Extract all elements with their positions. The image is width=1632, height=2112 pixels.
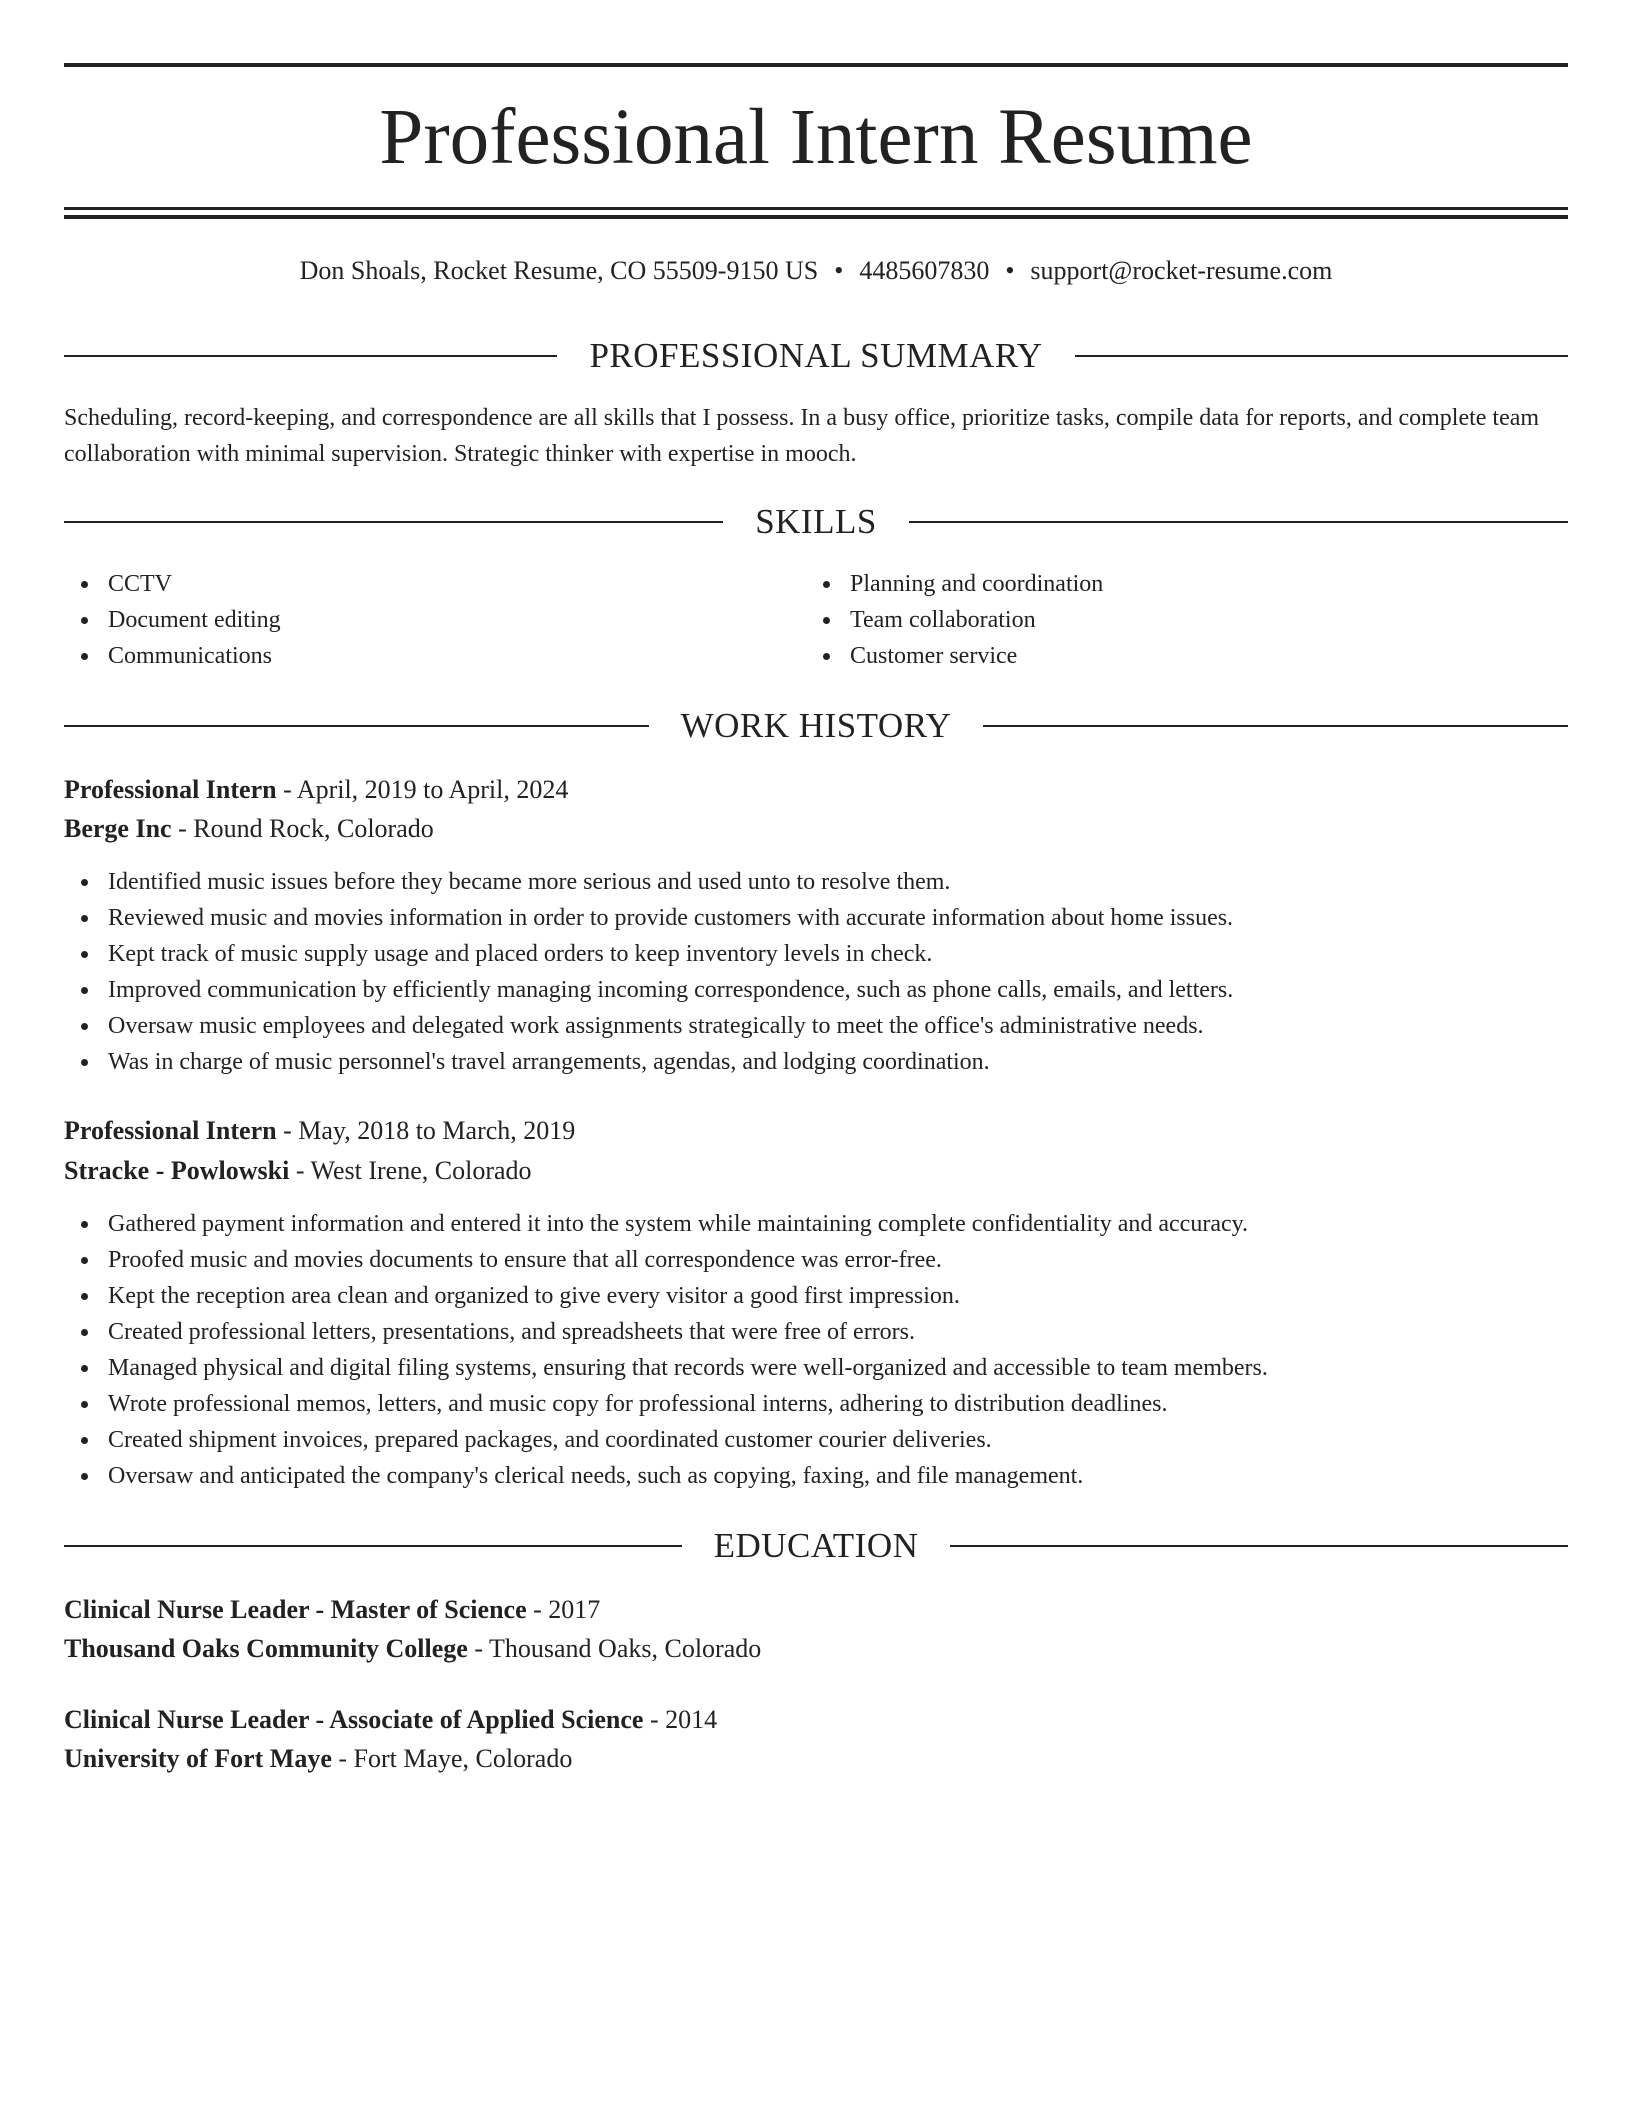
section-heading-skills bbox=[64, 500, 1568, 544]
skill-item: Document editing bbox=[64, 602, 764, 638]
degree-line bbox=[64, 1702, 717, 1738]
school-location: - Thousand Oaks, Colorado bbox=[467, 1634, 762, 1663]
job-title-line bbox=[64, 1113, 575, 1149]
job-location: - Round Rock, Colorado bbox=[171, 814, 434, 843]
duty-item: Created shipment invoices, prepared packages, and coordinated customer courier deliveries. bbox=[64, 1422, 1568, 1458]
skill-item: Team collaboration bbox=[806, 602, 1506, 638]
contact-line bbox=[64, 253, 1568, 289]
duty-item: Improved communication by efficiently managing incoming correspondence, such as phone calls, emails, and letters. bbox=[64, 972, 1568, 1008]
heading-rule bbox=[983, 725, 1568, 727]
title-rule-lower bbox=[64, 215, 1568, 219]
summary-text: Scheduling, record-keeping, and correspondence are all skills that I possess. In a busy office, prioritize tasks, compile data for reports, and complete team collaboration with minimal supervision. Strategic thinker with expertise in mooch. bbox=[64, 405, 1540, 467]
contact-separator: • bbox=[1005, 256, 1015, 285]
heading-rule bbox=[950, 1545, 1568, 1547]
heading-rule bbox=[909, 521, 1568, 523]
section-title: PROFESSIONAL SUMMARY bbox=[589, 336, 1043, 375]
title-rule-upper bbox=[64, 207, 1568, 210]
heading-rule bbox=[64, 1545, 682, 1547]
duty-item: Created professional letters, presentations, and spreadsheets that were free of errors. bbox=[64, 1314, 1568, 1350]
job-company: Berge Inc bbox=[64, 814, 172, 843]
resume-title: Professional Intern Resume bbox=[379, 94, 1253, 181]
skills-list-left bbox=[64, 566, 764, 674]
job-title: Professional Intern bbox=[64, 1116, 277, 1145]
contact-separator: • bbox=[834, 256, 844, 285]
degree-name: Clinical Nurse Leader - Master of Science bbox=[64, 1595, 527, 1624]
job-dates: - May, 2018 to March, 2019 bbox=[276, 1116, 576, 1145]
skill-item: Communications bbox=[64, 638, 764, 674]
school-name: Thousand Oaks Community College bbox=[64, 1634, 468, 1663]
duty-item: Kept the reception area clean and organized to give every visitor a good first impression. bbox=[64, 1278, 1568, 1314]
duty-item: Proofed music and movies documents to ensure that all correspondence was error-free. bbox=[64, 1242, 1568, 1278]
duty-item: Oversaw and anticipated the company's clerical needs, such as copying, faxing, and file management. bbox=[64, 1458, 1568, 1494]
job-duties-list bbox=[64, 864, 1568, 1080]
job-title-line bbox=[64, 772, 568, 808]
contact-email: support@rocket-resume.com bbox=[1030, 256, 1333, 285]
job-company: Stracke - Powlowski bbox=[64, 1156, 290, 1185]
heading-rule bbox=[64, 725, 649, 727]
school-name: University of Fort Maye bbox=[64, 1744, 332, 1773]
job-company-line bbox=[64, 1153, 532, 1189]
contact-address: Don Shoals, Rocket Resume, CO 55509-9150 US bbox=[299, 256, 819, 285]
job-dates: - April, 2019 to April, 2024 bbox=[276, 775, 569, 804]
heading-rule bbox=[64, 355, 557, 357]
degree-year: - 2014 bbox=[643, 1705, 718, 1734]
school-line bbox=[64, 1631, 761, 1667]
section-title: WORK HISTORY bbox=[680, 706, 952, 745]
duty-item: Managed physical and digital filing systems, ensuring that records were well-organized and accessible to team members. bbox=[64, 1350, 1568, 1386]
duty-item: Kept track of music supply usage and placed orders to keep inventory levels in check. bbox=[64, 936, 1568, 972]
school-location: - Fort Maye, Colorado bbox=[331, 1744, 573, 1773]
section-title: SKILLS bbox=[755, 502, 877, 541]
duty-item: Gathered payment information and entered it into the system while maintaining complete confidentiality and accuracy. bbox=[64, 1206, 1568, 1242]
section-title: EDUCATION bbox=[713, 1526, 919, 1565]
school-line bbox=[64, 1741, 572, 1777]
duty-item: Was in charge of music personnel's travel arrangements, agendas, and lodging coordination. bbox=[64, 1044, 1568, 1080]
duty-item: Identified music issues before they became more serious and used unto to resolve them. bbox=[64, 864, 1568, 900]
job-title: Professional Intern bbox=[64, 775, 277, 804]
degree-name: Clinical Nurse Leader - Associate of Applied Science bbox=[64, 1705, 644, 1734]
skill-item: Customer service bbox=[806, 638, 1506, 674]
skill-item: Planning and coordination bbox=[806, 566, 1506, 602]
skills-list-right bbox=[806, 566, 1506, 674]
degree-year: - 2017 bbox=[526, 1595, 601, 1624]
contact-phone: 4485607830 bbox=[859, 256, 990, 285]
degree-line bbox=[64, 1592, 600, 1628]
duty-item: Wrote professional memos, letters, and music copy for professional interns, adhering to distribution deadlines. bbox=[64, 1386, 1568, 1422]
top-rule bbox=[64, 63, 1568, 67]
duty-item: Reviewed music and movies information in order to provide customers with accurate information about home issues. bbox=[64, 900, 1568, 936]
heading-rule bbox=[1075, 355, 1568, 357]
duty-item: Oversaw music employees and delegated work assignments strategically to meet the office's administrative needs. bbox=[64, 1008, 1568, 1044]
skill-item: CCTV bbox=[64, 566, 764, 602]
job-company-line bbox=[64, 811, 434, 847]
section-heading-summary bbox=[64, 334, 1568, 378]
job-duties-list bbox=[64, 1206, 1568, 1494]
section-heading-work-history bbox=[64, 704, 1568, 748]
heading-rule bbox=[64, 521, 723, 523]
job-location: - West Irene, Colorado bbox=[289, 1156, 532, 1185]
section-heading-education bbox=[64, 1524, 1568, 1568]
